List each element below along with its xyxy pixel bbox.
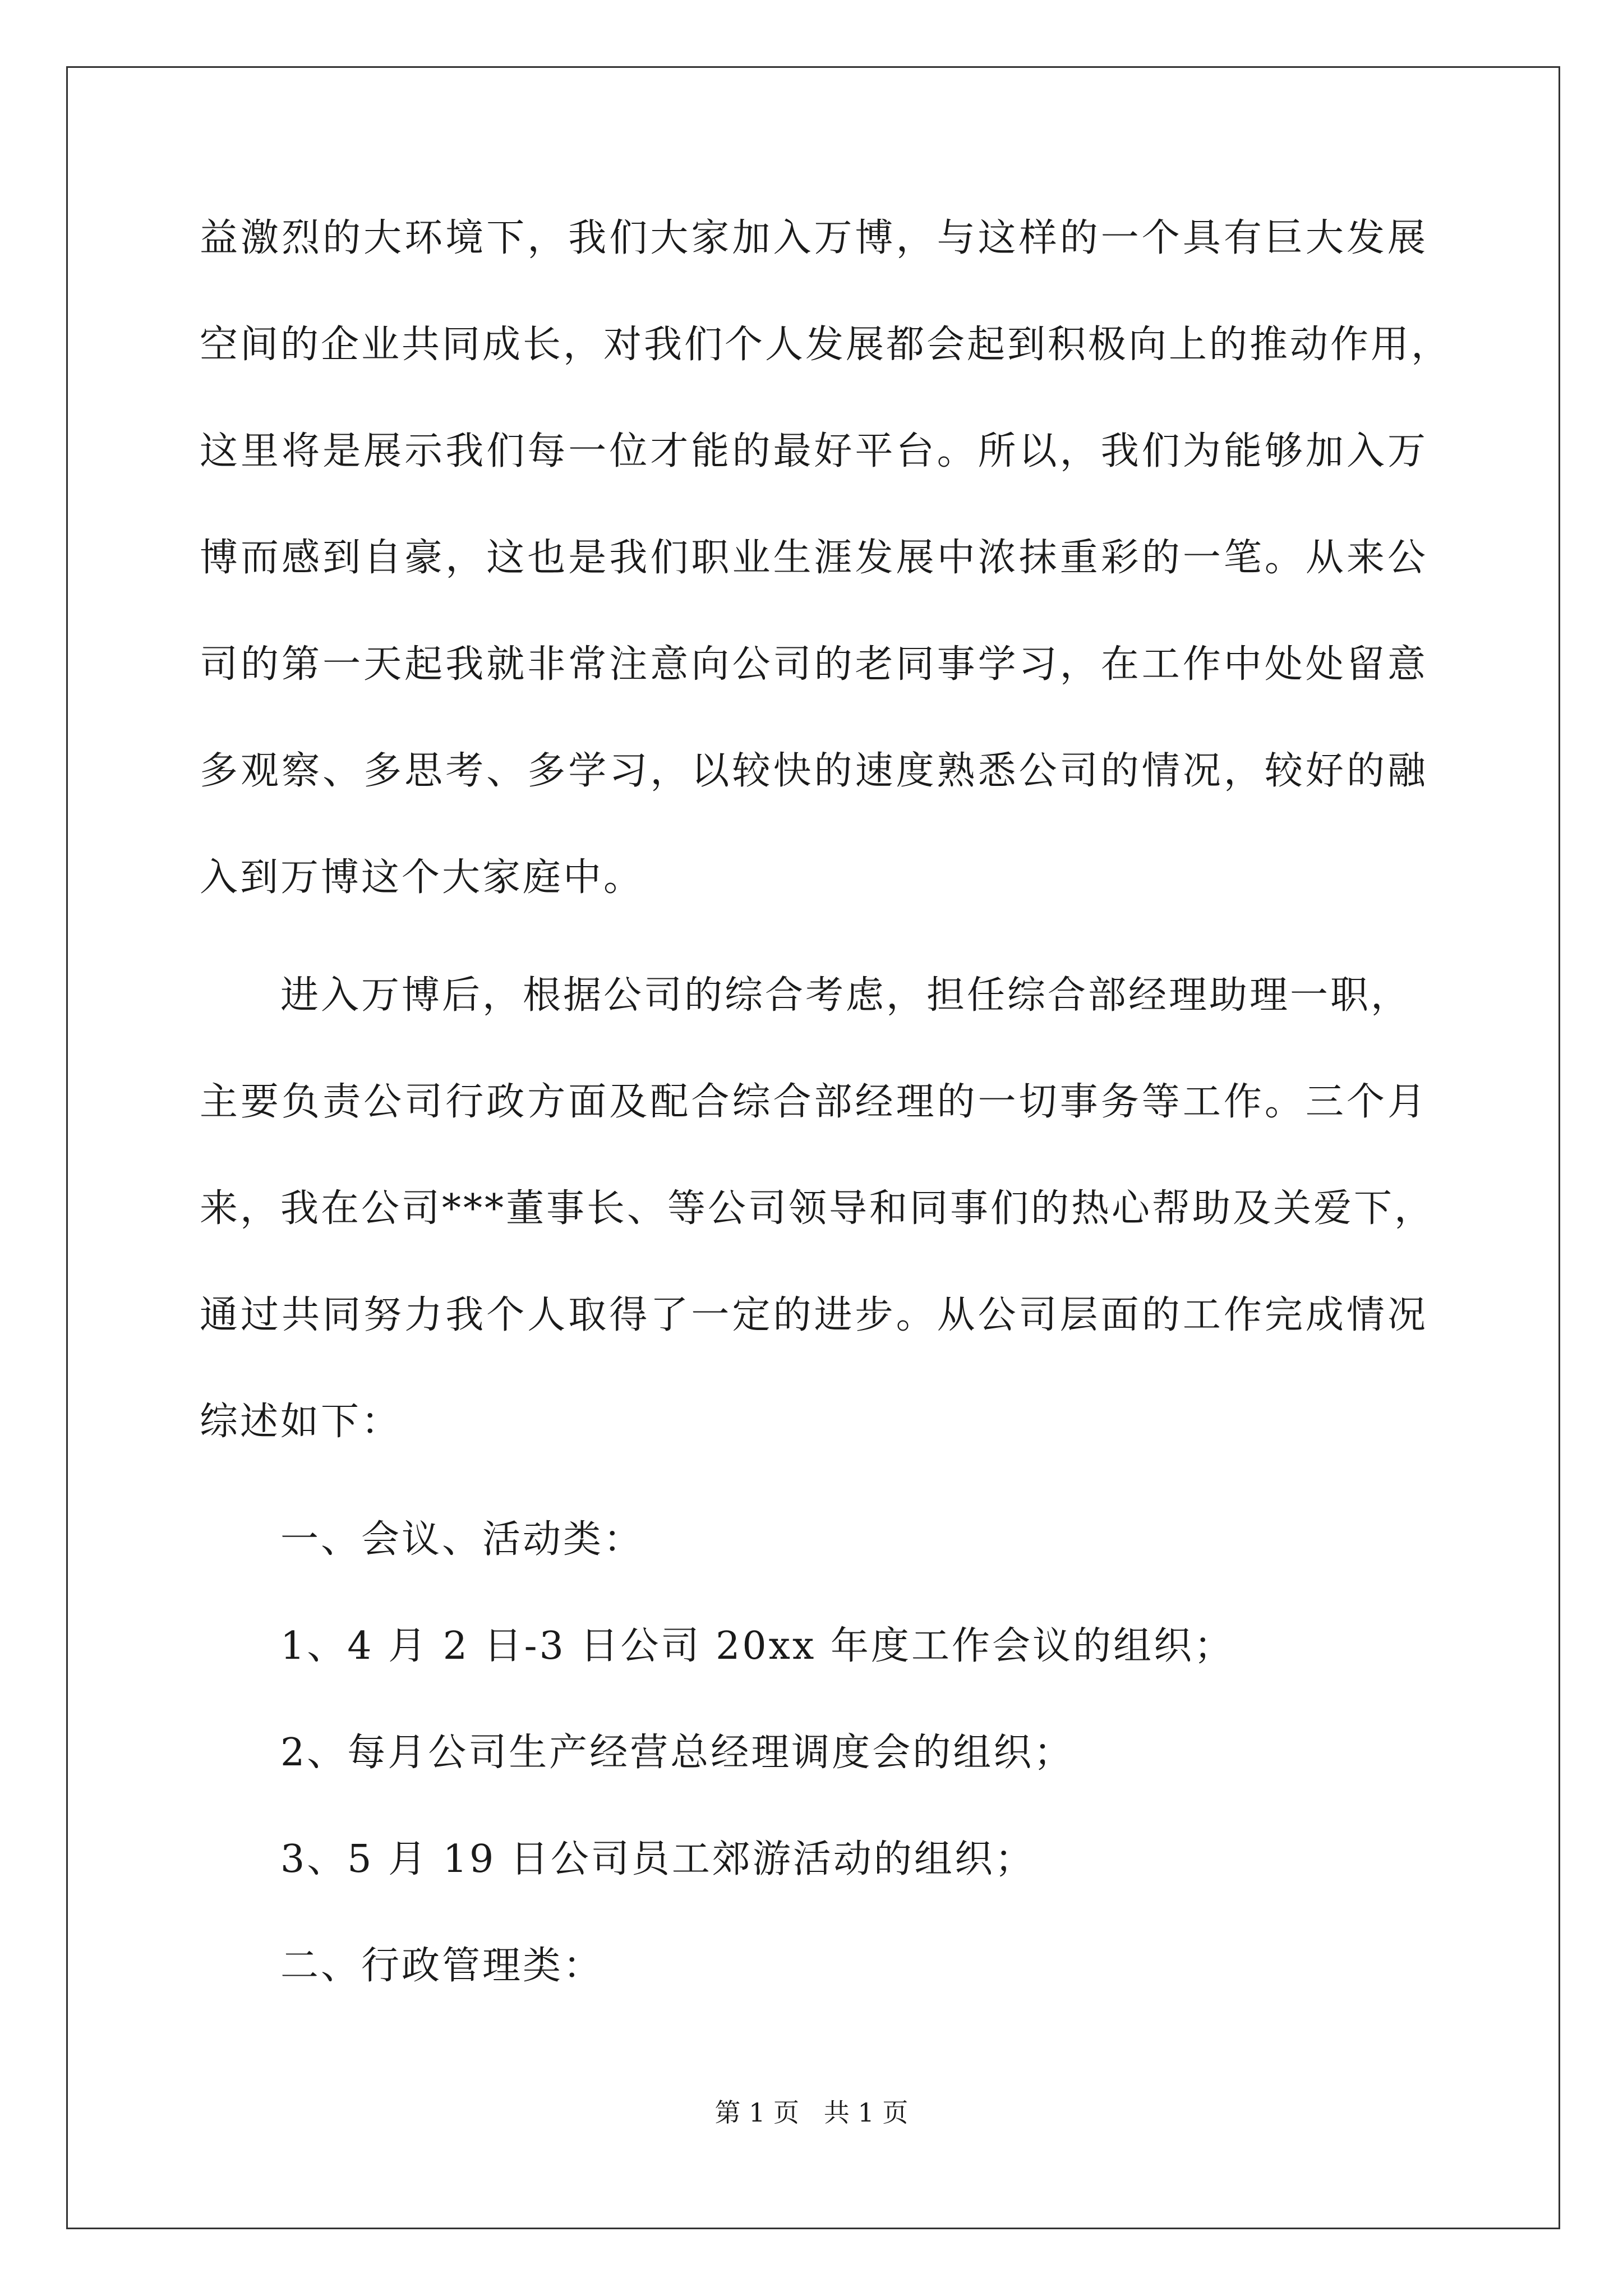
page-border [66,66,1560,2229]
list-item-1: 1、4 月 2 日-3 日公司 20xx 年度工作会议的组织； [280,1624,1234,1668]
body-line-5: 司的第一天起我就非常注意向公司的老同事学习，在工作中处处留意 [200,642,1428,687]
body-line-6: 多观察、多思考、多学习，以较快的速度熟悉公司的情况，较好的融 [200,749,1428,793]
body-line-7: 入到万博这个大家庭中。 [200,855,644,900]
list-item-2: 2、每月公司生产经营总经理调度会的组织； [280,1731,1075,1775]
body-line-9: 主要负责公司行政方面及配合综合部经理的一切事务等工作。三个月 [200,1080,1428,1124]
list-item-3: 3、5 月 19 日公司员工郊游活动的组织； [280,1837,1035,1881]
body-line-1: 益激烈的大环境下，我们大家加入万博，与这样的一个具有巨大发展 [200,216,1428,260]
section-heading-meetings: 一、会议、活动类： [280,1517,644,1562]
body-line-2: 空间的企业共同成长，对我们个人发展都会起到积极向上的推动作用， [200,323,1452,367]
body-line-12: 综述如下： [200,1400,402,1444]
section-heading-admin: 二、行政管理类： [280,1944,604,1988]
body-line-4: 博而感到自豪，这也是我们职业生涯发展中浓抹重彩的一笔。从来公 [200,536,1428,580]
page-footer: 第 1 页 共 1 页 [714,2097,909,2128]
body-line-11: 通过共同努力我个人取得了一定的进步。从公司层面的工作完成情况 [200,1293,1428,1337]
body-line-8: 进入万博后，根据公司的综合考虑，担任综合部经理助理一职， [280,973,1412,1018]
body-line-10: 来，我在公司***董事长、等公司领导和同事们的热心帮助及关爱下， [200,1186,1435,1231]
body-line-3: 这里将是展示我们每一位才能的最好平台。所以，我们为能够加入万 [200,429,1428,473]
